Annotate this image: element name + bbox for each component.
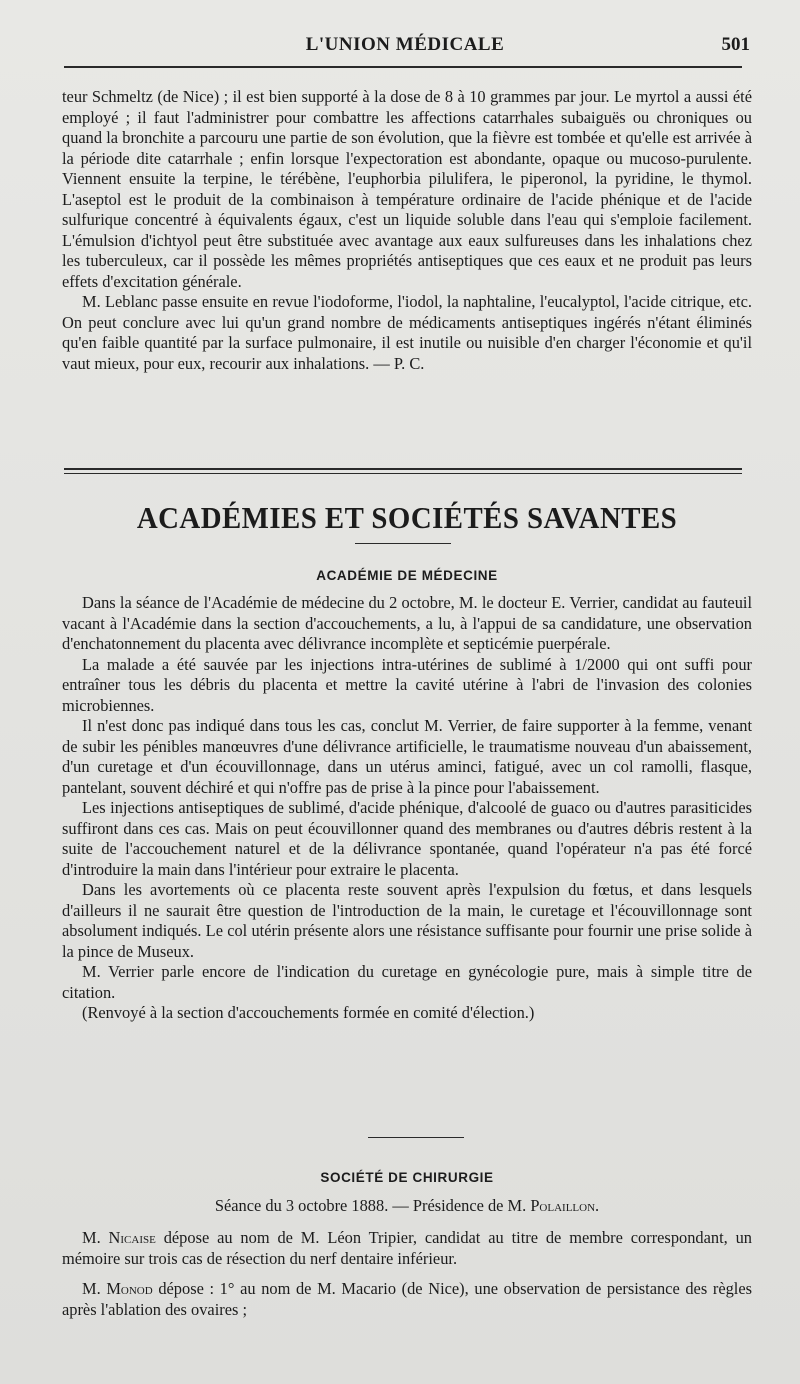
academie-paragraph-1: Dans la séance de l'Académie de médecine du 2 octobre, M. le docteur E. Verrier, candidat au fauteuil vacant à l'Académie dans la section d'accouchements, a lu, à l'appui de sa candidature, une observation d'enchatonnement du placenta avec délivrance incomplète et septicémie puerpérale. <box>62 593 752 653</box>
section-rule-bottom <box>64 473 742 474</box>
section-rule-top <box>64 468 742 470</box>
continuation-paragraph-2: M. Leblanc passe ensuite en revue l'iodoforme, l'iodol, la naphtaline, l'eucalyptol, l'acide citrique, etc. On peut conclure avec lui qu'un grand nombre de médicaments antiseptiques ingérés n'étant éliminés qu'en faible quantité par la surface pulmonaire, il est inutile ou nuisible d'en charger l'économie et qu'il vaut mieux, pour eux, recourir aux inhalations. — P. C. <box>62 292 752 373</box>
academie-paragraph-5: Dans les avortements où ce placenta reste souvent après l'expulsion du fœtus, et dans lesquels d'ailleurs il ne saurait être question de l'introduction de la main, le curetage et l'écouvillonnage sont absolument indiqués. Le col utérin présente alors une résistance suffisante pour fournir une prise solide à la pince de Museux. <box>62 880 752 961</box>
chirurgie-text <box>62 1228 752 1320</box>
academie-paragraph-2: La malade a été sauvée par les injections intra-utérines de sublimé à 1/2000 qui ont suffi pour entraîner tous les débris du placenta et mettre la cavité utérine à l'abri de l'invasion des colonies microbiennes. <box>62 654 752 715</box>
academie-heading: ACADÉMIE DE MÉDECINE <box>316 568 498 583</box>
academie-text <box>62 593 752 1024</box>
continuation-text <box>62 87 752 374</box>
seance-date: Séance du 3 octobre 1888. — Présidence de M. <box>214 1196 531 1215</box>
academie-paragraph-3: Il n'est donc pas indiqué dans tous les cas, conclut M. Verrier, de faire supporter à la femme, venant de subir les pénibles manœuvres d'une délivrance artificielle, le traumatisme nouveau d'un abaissement, d'un curetage et d'un écouvillonnage, dans un utérus aminci, fatigué, avec un col ramolli, flasque, pantelant, souvent déchiré et qui n'offre pas de prise à la pince pour l'abaissement. <box>62 716 752 797</box>
page-header <box>60 30 750 62</box>
header-rule <box>64 66 742 68</box>
chirurgie-divider <box>368 1137 464 1138</box>
chirurgie-heading: SOCIÉTÉ DE CHIRURGIE <box>320 1170 494 1185</box>
chirurgie-item-2: M. Monod dépose : 1° au nom de M. Macario (de Nice), une observation de persistance des règles après l'ablation des ovaires ; <box>62 1279 752 1319</box>
section-title: ACADÉMIES ET SOCIÉTÉS SAVANTES <box>136 500 678 535</box>
chirurgie-item-1: M. Nicaise dépose au nom de M. Léon Tripier, candidat au titre de membre correspondant, un mémoire sur trois cas de résection du nerf dentaire inférieur. <box>62 1228 752 1268</box>
chirurgie-item-2-name: Monod <box>106 1279 153 1298</box>
chirurgie-item-2-text: dépose : 1° au nom de M. Macario (de Nice), une observation de persistance des règles après l'ablation des ovaires ; <box>62 1279 752 1319</box>
page-number: 501 <box>721 34 750 55</box>
seance-president: Polaillon. <box>530 1196 600 1215</box>
chirurgie-item-1-text: dépose au nom de M. Léon Tripier, candidat au titre de membre correspondant, un mémoire sur trois cas de résection du nerf dentaire inférieur. <box>62 1228 752 1268</box>
seance-line <box>62 1196 752 1217</box>
section-title-underline <box>355 543 451 544</box>
academie-paragraph-6: M. Verrier parle encore de l'indication du curetage en gynécologie pure, mais à simple titre de citation. <box>62 962 752 1002</box>
continuation-paragraph-1: teur Schmeltz (de Nice) ; il est bien supporté à la dose de 8 à 10 grammes par jour. Le myrtol a aussi été employé ; il faut l'administrer pour combattre les affections catarrhales subaiguës ou chroniques ou quand la bronchite a parcouru une partie de son évolution, que la fièvre est tombée et qu'elle est arrivée à la période dite catarrhale ; enfin lorsque l'expectoration est abondante, opaque ou mucoso-purulente. Viennent ensuite la terpine, le térébène, l'euphorbia pilulifera, le piperonol, la pyridine, le thymol. L'aseptol est le produit de la combinaison à température ordinaire de l'acide phénique et de l'acide sulfurique concentré à équivalents égaux, c'est un liquide soluble dans l'eau qui s'emploie facilement. L'émulsion d'ichtyol peut être substituée avec avantage aux eaux sulfureuses dans les inhalations chez les tuberculeux, car il possède les mêmes propriétés antiseptiques que ces eaux et ne produit pas leurs effets d'excitation générale. <box>62 87 752 291</box>
academie-paragraph-7: (Renvoyé à la section d'accouchements formée en comité d'élection.) <box>82 1003 535 1022</box>
chirurgie-item-1-name: Nicaise <box>108 1228 156 1247</box>
running-title: L'UNION MÉDICALE <box>305 34 505 55</box>
academie-paragraph-4: Les injections antiseptiques de sublimé, d'acide phénique, d'alcoolé de guaco ou d'autres parasiticides suffiront dans ces cas. Mais on peut écouvillonner quand des membranes ou d'autres débris restent à la suite de l'accouchement naturel et de la délivrance spontanée, quand l'opérateur n'a pas été forcé d'introduire la main dans l'intérieur pour extraire le placenta. <box>62 798 752 879</box>
